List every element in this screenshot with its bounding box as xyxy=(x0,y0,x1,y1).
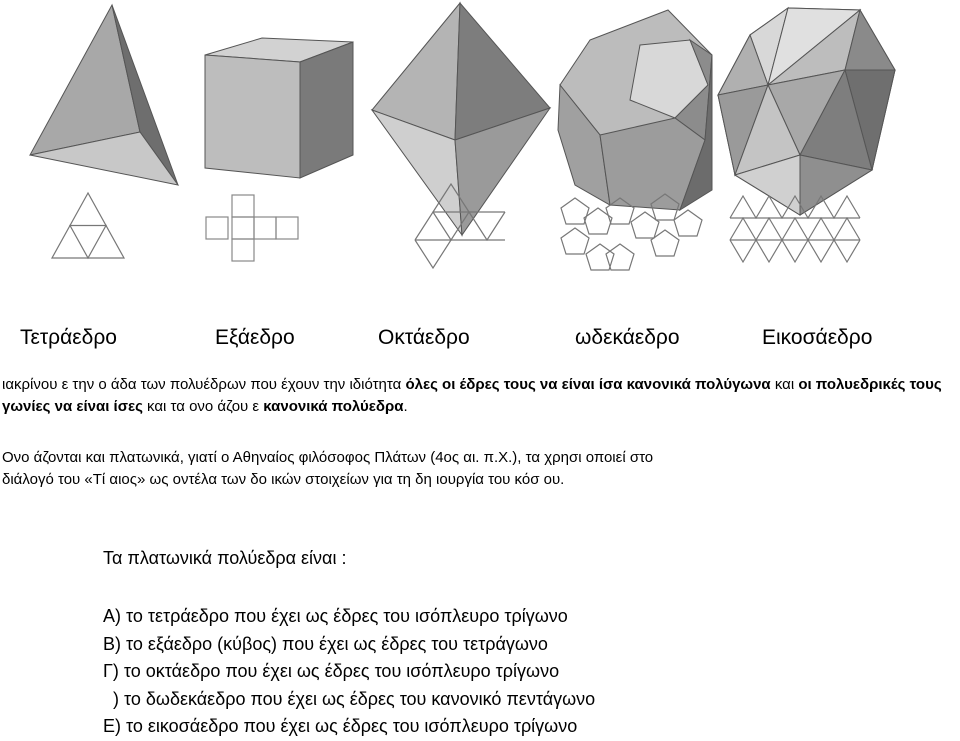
definition-bold-2: οι πολυεδρικές τους γωνίες να είναι ίσες xyxy=(2,376,942,415)
tetrahedron-icon xyxy=(30,5,178,185)
solids-figure xyxy=(0,0,960,280)
solid-name-tetrahedron: Τετράεδρο xyxy=(20,326,117,349)
icosahedron-icon xyxy=(718,8,895,215)
list-item: Γ) το οκτάεδρο που έχει ως έδρες του ισόπλευρο τρίγωνο xyxy=(103,661,560,681)
cube-icon xyxy=(205,38,353,178)
platonic-line-1: Ονο άζονται και πλατωνικά, γιατί ο Αθηναίος φιλόσοφος Πλάτων (4ος αι. π.Χ.), τα χρησι οποιεί στο xyxy=(2,449,654,466)
definition-bold-3: κανονικά πολύεδρα xyxy=(263,398,404,415)
definition-bold-1: όλες οι έδρες τους να είναι ίσα κανονικά πολύγωνα xyxy=(405,376,771,393)
definition-text-2: και xyxy=(770,376,799,393)
solid-name-icosahedron: Εικοσάεδρο xyxy=(762,326,873,349)
solid-name-dodecahedron: ωδεκάεδρο xyxy=(575,326,680,349)
definition-text-4: . xyxy=(403,398,408,415)
cube-net-icon xyxy=(206,195,298,261)
platonic-paragraph xyxy=(2,447,960,491)
list-item: Α) το τετράεδρο που έχει ως έδρες του ισόπλευρο τρίγωνο xyxy=(103,606,568,626)
list-item: Β) το εξάεδρο (κύβος) που έχει ως έδρες του τετράγωνο xyxy=(103,633,548,654)
platonic-line-2: διάλογό του «Τί αιος» ως οντέλα των δο ικών στοιχείων για τη δη ιουργία του κόσ ου. xyxy=(2,471,565,488)
list-item: Ε) το εικοσάεδρο που έχει ως έδρες του ισόπλευρο τρίγωνο xyxy=(103,716,578,736)
definition-paragraph xyxy=(2,374,960,418)
solid-names-row xyxy=(0,326,960,356)
list-intro: Τα πλατωνικά πολύεδρα είναι : xyxy=(103,548,347,568)
list-item: ) το δωδεκάεδρο που έχει ως έδρες του κανονικό πεντάγωνο xyxy=(103,688,596,709)
dodecahedron-icon xyxy=(558,10,712,210)
definition-text-1: ιακρίνου ε την ο άδα των πολυέδρων που έχουν την ιδιότητα xyxy=(2,376,406,393)
definition-text-3: και τα ονο άζου ε xyxy=(142,398,264,415)
solid-name-hexahedron: Εξάεδρο xyxy=(215,326,295,349)
tetrahedron-net-icon xyxy=(52,193,124,258)
platonic-solids-list xyxy=(103,603,595,741)
solid-name-octahedron: Οκτάεδρο xyxy=(378,326,470,349)
